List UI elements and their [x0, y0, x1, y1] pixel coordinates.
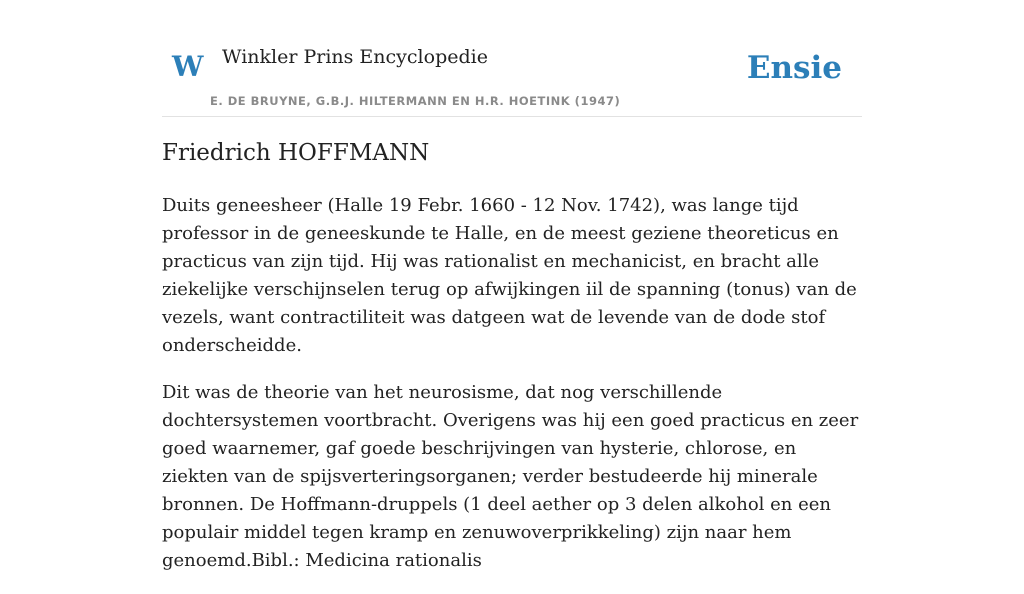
article-paragraph: Dit was de theorie van het neurosisme, dat nog verschillende dochtersystemen voortbracht. Overigens was hij een goed practicus en zeer goed waarnemer, gaf goede beschrijvingen van hysterie, chlorose, en ziekten van de spijsverteringsorganen; verder bestudeerde hij minerale bronnen. De Hoffmann-druppels (1 deel aether op 3 delen alkohol en een populair middel tegen kramp en zenuwoverprikkeling) zijn naar hem genoemd.Bibl.: Medicina rationalis — [162, 382, 859, 571]
authors-subtitle: E. DE BRUYNE, G.B.J. HILTERMANN EN H.R. HOETINK (1947) — [210, 94, 621, 108]
winkler-prins-logo[interactable]: W — [172, 50, 203, 83]
article-title: Friedrich HOFFMANN — [162, 140, 430, 166]
article-paragraph: Duits geneesheer (Halle 19 Febr. 1660 - 12 Nov. 1742), was lange tijd professor in de geneeskunde te Halle, en de meest geziene theoreticus en practicus van zijn tijd. Hij was rationalist en mechanicist, en bracht alle ziekelijke verschijnselen terug op afwijkingen iil de spanning (tonus) van de vezels, want contractiliteit was datgeen wat de levende van de dode stof onderscheidde. — [162, 195, 857, 356]
ensie-brand-logo[interactable]: Ensie — [746, 50, 842, 86]
site-title[interactable]: Winkler Prins Encyclopedie — [222, 46, 488, 68]
site-header — [162, 30, 862, 117]
article-body — [162, 192, 862, 594]
